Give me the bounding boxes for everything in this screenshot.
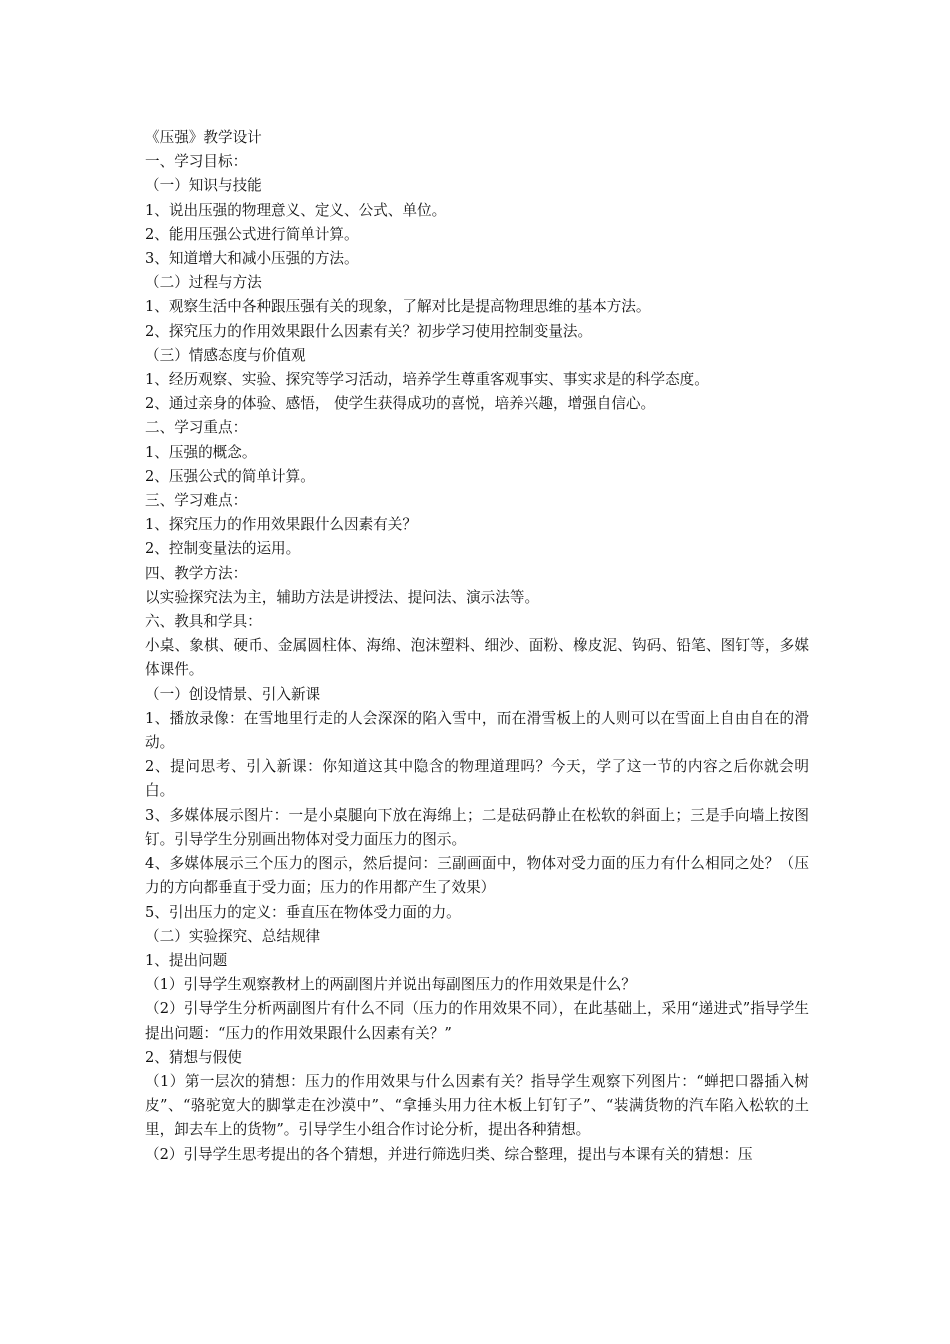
paragraph: （1）引导学生观察教材上的两副图片并说出每副图压力的作用效果是什么？ — [145, 976, 636, 994]
paragraph: 1、提出问题 — [145, 951, 228, 969]
paragraph: 3、知道增大和减小压强的方法。 — [145, 250, 359, 268]
paragraph: 1、观察生活中各种跟压强有关的现象，了解对比是提高物理思维的基本方法。 — [145, 298, 651, 316]
section-heading: 二、学习重点： — [145, 419, 248, 437]
document-body — [145, 126, 809, 1167]
paragraph: （2）引导学生分析两副图片有什么不同（压力的作用效果不同），在此基础上，采用“递进式”指导学生提出问题：“压力的作用效果跟什么因素有关？” — [145, 1000, 809, 1042]
section-heading: 三、学习难点： — [145, 492, 248, 510]
subsection-heading: （三）情感态度与价值观 — [145, 346, 306, 364]
paragraph: 小桌、象棋、硬币、金属圆柱体、海绵、泡沫塑料、细沙、面粉、橡皮泥、钩码、铅笔、图钉等，多媒体课件。 — [145, 637, 809, 679]
paragraph: （2）引导学生思考提出的各个猜想，并进行筛选归类、综合整理，提出与本课有关的猜想：压 — [145, 1145, 753, 1163]
paragraph: 2、提问思考、引入新课：你知道这其中隐含的物理道理吗？今天，学了这一节的内容之后你就会明白。 — [145, 758, 809, 800]
paragraph: （1）第一层次的猜想：压力的作用效果与什么因素有关？指导学生观察下列图片：“蝉把口器插入树皮”、“骆驼宽大的脚掌走在沙漠中”、“拿捶头用力往木板上钉钉子”、“装满货物的汽车陷入松软的土里，卸去车上的货物”。引导学生小组合作讨论分析，提出各种猜想。 — [145, 1072, 809, 1139]
section-heading: 四、教学方法： — [145, 564, 248, 582]
paragraph: 2、探究压力的作用效果跟什么因素有关？初步学习使用控制变量法。 — [145, 322, 593, 340]
paragraph: 1、压强的概念。 — [145, 443, 257, 461]
paragraph: 4、多媒体展示三个压力的图示，然后提问：三副画面中，物体对受力面的压力有什么相同之处？（压力的方向都垂直于受力面；压力的作用都产生了效果） — [145, 855, 809, 897]
paragraph: 2、能用压强公式进行简单计算。 — [145, 225, 359, 243]
subsection-heading: （一）创设情景、引入新课 — [145, 685, 321, 703]
section-heading: 六、教具和学具： — [145, 613, 262, 631]
section-heading: 一、学习目标： — [145, 153, 248, 171]
subsection-heading: （二）实验探究、总结规律 — [145, 927, 321, 945]
paragraph: 5、引出压力的定义：垂直压在物体受力面的力。 — [145, 903, 461, 921]
document-title: 《压强》教学设计 — [145, 129, 262, 146]
subsection-heading: （二）过程与方法 — [145, 274, 262, 292]
paragraph: 2、压强公式的简单计算。 — [145, 467, 315, 485]
paragraph: 2、通过亲身的体验、感悟， 使学生获得成功的喜悦，培养兴趣，增强自信心。 — [145, 395, 656, 413]
paragraph: 2、控制变量法的运用。 — [145, 540, 301, 558]
paragraph: 1、探究压力的作用效果跟什么因素有关？ — [145, 516, 417, 534]
paragraph: 1、经历观察、实验、探究等学习活动，培养学生尊重客观事实、事实求是的科学态度。 — [145, 371, 709, 389]
paragraph: 1、说出压强的物理意义、定义、公式、单位。 — [145, 201, 447, 219]
paragraph: 3、多媒体展示图片：一是小桌腿向下放在海绵上；二是砝码静止在松软的斜面上；三是手向墙上按图钉。引导学生分别画出物体对受力面压力的图示。 — [145, 806, 809, 848]
paragraph: 2、猜想与假使 — [145, 1048, 242, 1066]
paragraph: 以实验探究法为主，辅助方法是讲授法、提问法、演示法等。 — [145, 588, 540, 606]
paragraph: 1、播放录像：在雪地里行走的人会深深的陷入雪中，而在滑雪板上的人则可以在雪面上自由自在的滑动。 — [145, 709, 809, 752]
subsection-heading: （一）知识与技能 — [145, 177, 262, 195]
